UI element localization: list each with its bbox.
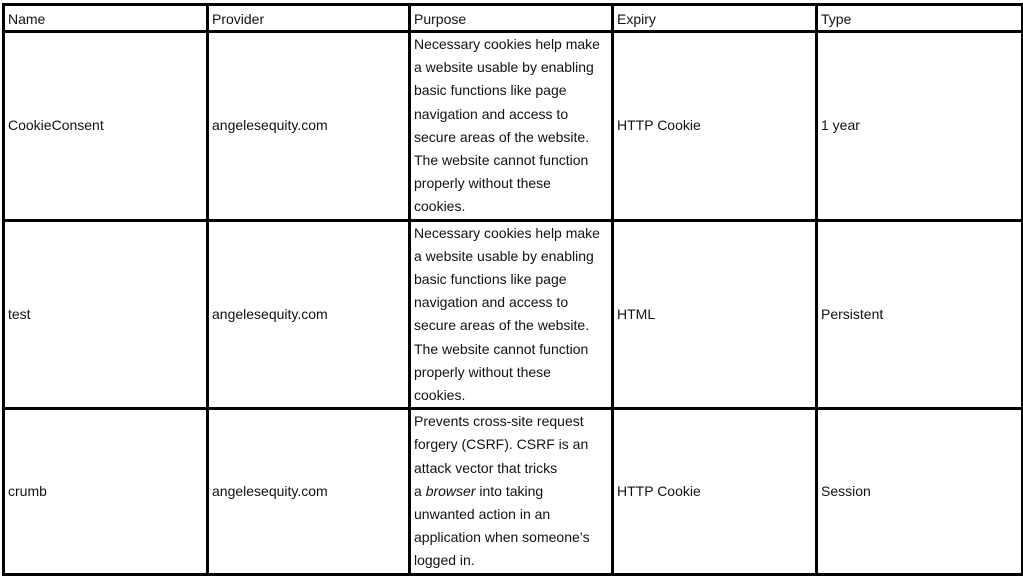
purpose-line: forgery (CSRF). CSRF is an bbox=[414, 436, 589, 453]
cell-provider: angelesequity.com bbox=[208, 220, 410, 409]
cell-purpose bbox=[410, 220, 613, 409]
header-expiry: Expiry bbox=[613, 5, 817, 32]
cookie-table bbox=[2, 3, 1023, 576]
cell-provider: angelesequity.com bbox=[208, 32, 410, 221]
cell-type: 1 year bbox=[817, 32, 1023, 221]
purpose-line: cookies. bbox=[414, 198, 466, 215]
purpose-line: secure areas of the website. bbox=[414, 317, 590, 334]
cell-purpose bbox=[410, 32, 613, 221]
cell-type: Session bbox=[817, 409, 1023, 574]
purpose-line: a website usable by enabling bbox=[414, 59, 594, 76]
cell-expiry: HTTP Cookie bbox=[613, 409, 817, 574]
purpose-line: a website usable by enabling bbox=[414, 247, 594, 264]
header-type: Type bbox=[817, 5, 1023, 32]
header-row bbox=[4, 5, 1023, 32]
purpose-line: secure areas of the website. bbox=[414, 128, 590, 145]
cell-name: crumb bbox=[4, 409, 208, 574]
purpose-line: logged in. bbox=[414, 552, 475, 569]
purpose-line-prefix: a bbox=[414, 482, 426, 499]
purpose-line: application when someone’s bbox=[414, 529, 590, 546]
purpose-line: navigation and access to bbox=[414, 105, 569, 122]
purpose-line: Prevents cross-site request bbox=[414, 413, 584, 430]
purpose-line: properly without these bbox=[414, 363, 551, 380]
table-row bbox=[4, 220, 1023, 409]
cell-name: CookieConsent bbox=[4, 32, 208, 221]
purpose-line: navigation and access to bbox=[414, 294, 569, 311]
cell-purpose bbox=[410, 409, 613, 574]
purpose-emphasis: browser bbox=[425, 482, 476, 499]
cell-type: Persistent bbox=[817, 220, 1023, 409]
purpose-line: The website cannot function bbox=[414, 152, 589, 169]
purpose-line bbox=[414, 480, 608, 503]
purpose-line: Necessary cookies help make bbox=[414, 36, 600, 52]
purpose-line: cookies. bbox=[414, 387, 466, 404]
purpose-line: unwanted action in an bbox=[414, 506, 551, 523]
purpose-line: basic functions like page bbox=[414, 271, 567, 288]
purpose-line: The website cannot function bbox=[414, 340, 589, 357]
cell-name: test bbox=[4, 220, 208, 409]
cell-expiry: HTML bbox=[613, 220, 817, 409]
purpose-line: basic functions like page bbox=[414, 82, 567, 99]
purpose-line-suffix: into taking bbox=[475, 482, 544, 499]
purpose-line: Necessary cookies help make bbox=[414, 224, 600, 241]
header-name: Name bbox=[4, 5, 208, 32]
header-provider: Provider bbox=[208, 5, 410, 32]
table-row bbox=[4, 32, 1023, 221]
header-purpose: Purpose bbox=[410, 5, 613, 32]
purpose-line: attack vector that tricks bbox=[414, 459, 558, 476]
purpose-line: properly without these bbox=[414, 175, 551, 192]
cell-provider: angelesequity.com bbox=[208, 409, 410, 574]
cell-expiry: HTTP Cookie bbox=[613, 32, 817, 221]
table-row bbox=[4, 409, 1023, 574]
